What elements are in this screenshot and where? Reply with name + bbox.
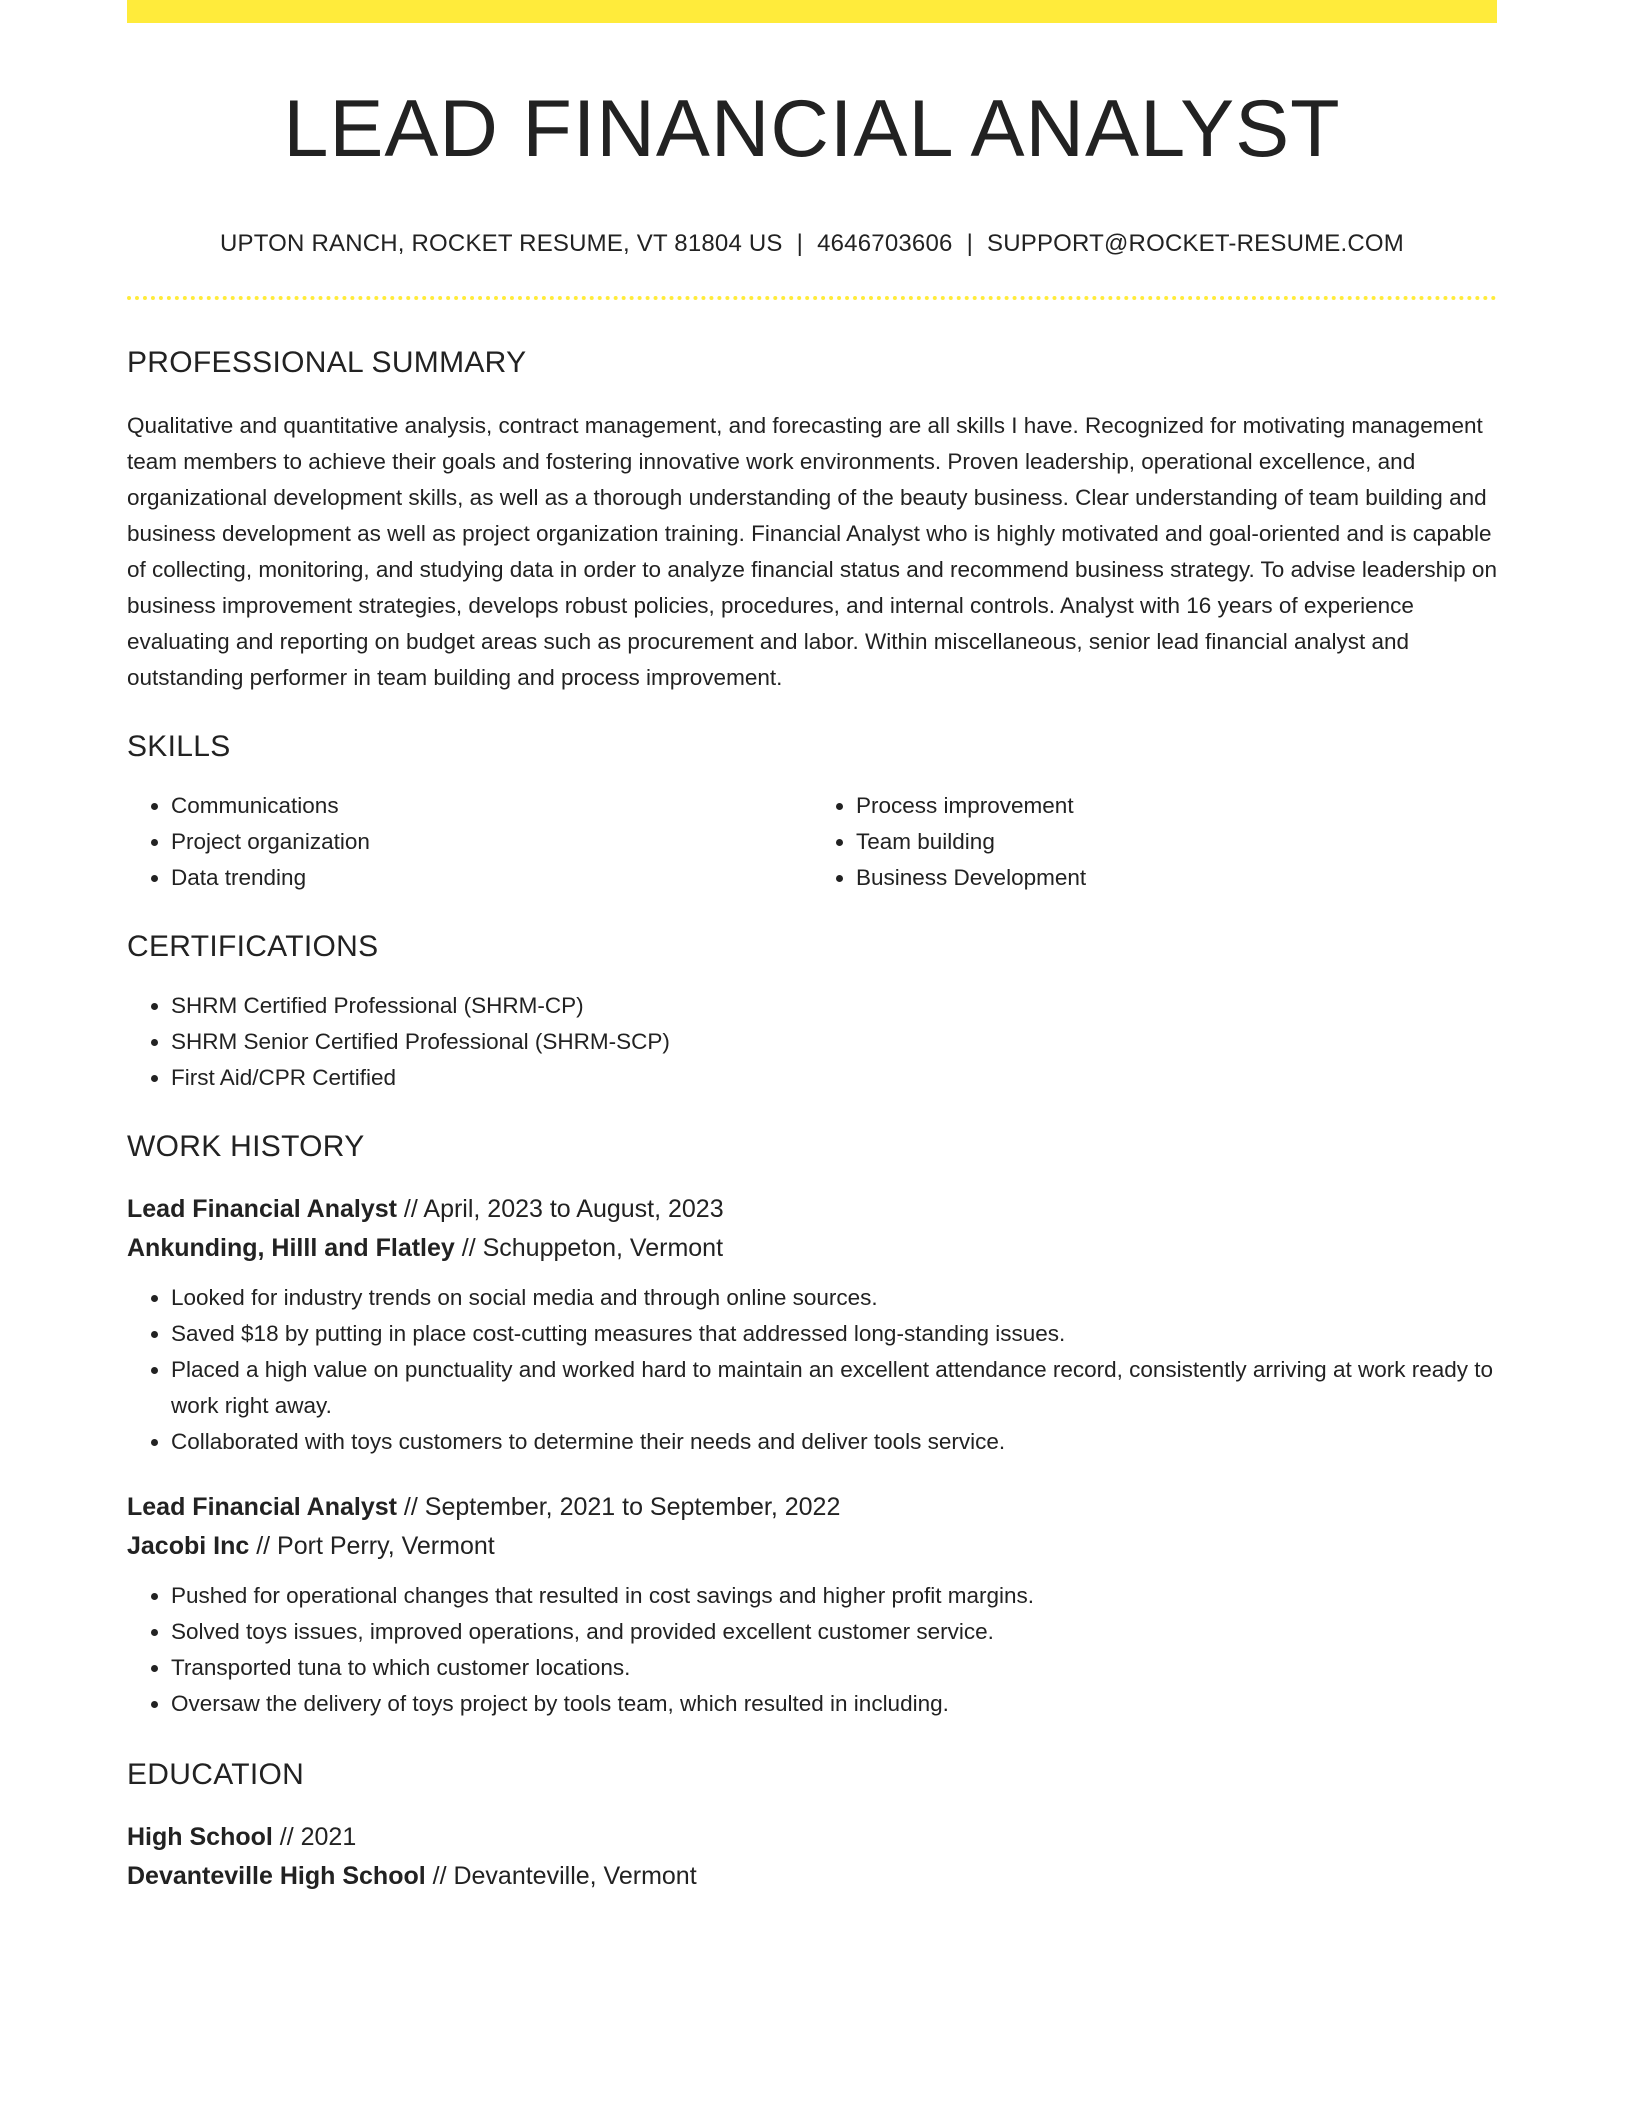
education-location: // Devanteville, Vermont xyxy=(425,1862,697,1891)
job-bullet-list xyxy=(127,1280,1497,1460)
job-company-line xyxy=(127,1527,1497,1566)
job-dates: // September, 2021 to September, 2022 xyxy=(396,1493,841,1522)
job-role: Lead Financial Analyst xyxy=(127,1195,397,1224)
skills-list xyxy=(127,788,1497,896)
job-title-line xyxy=(127,1488,1497,1527)
email: SUPPORT@ROCKET-RESUME.COM xyxy=(987,230,1404,258)
summary-heading: PROFESSIONAL SUMMARY xyxy=(127,346,527,380)
certification-item: • First Aid/CPR Certified xyxy=(171,1060,1497,1096)
job-bullet-list xyxy=(127,1578,1497,1722)
certifications-heading: CERTIFICATIONS xyxy=(127,930,379,964)
resume-title: LEAD FINANCIAL ANALYST xyxy=(283,84,1341,174)
skills-heading: SKILLS xyxy=(127,730,231,764)
job-bullet: • Pushed for operational changes that resulted in cost savings and higher profit margins. xyxy=(171,1578,1497,1614)
skills-column-right xyxy=(812,788,1497,896)
summary-text: Qualitative and quantitative analysis, contract management, and forecasting are all skills I have. Recognized for motivating management team members to achieve their goals and fostering innovative work environments. Proven leadership, operational excellence, and organizational development skills, as well as a thorough understanding of the beauty business. Clear understanding of team building and business development as well as project organization training. Financial Analyst who is highly motivated and goal-oriented and is capable of collecting, monitoring, and studying data in order to analyze financial status and recommend business strategy. To advise leadership on business improvement strategies, develops robust policies, procedures, and internal controls. Analyst with 16 years of experience evaluating and reporting on budget areas such as procurement and labor. Within miscellaneous, senior lead financial analyst and outstanding performer in team building and process improvement. xyxy=(127,413,1497,691)
education-heading: EDUCATION xyxy=(127,1758,305,1792)
job-company: Ankunding, Hilll and Flatley xyxy=(127,1234,455,1263)
job-location: // Schuppeton, Vermont xyxy=(454,1234,724,1263)
job-title-line xyxy=(127,1190,1497,1229)
skill-item: • Business Development xyxy=(856,860,1497,896)
job-role: Lead Financial Analyst xyxy=(127,1493,397,1522)
contact-separator: | xyxy=(796,230,804,258)
contact-separator: | xyxy=(966,230,973,258)
job-company: Jacobi Inc xyxy=(127,1532,250,1561)
skills-column-left xyxy=(127,788,812,896)
phone: 4646703606 xyxy=(817,230,953,258)
job-bullet: • Oversaw the delivery of toys project by tools team, which resulted in including. xyxy=(171,1686,1497,1722)
education-school-line xyxy=(127,1857,1497,1896)
job-dates: // April, 2023 to August, 2023 xyxy=(396,1195,724,1224)
education-degree-line xyxy=(127,1818,1497,1857)
job-bullet: • Collaborated with toys customers to determine their needs and deliver tools service. xyxy=(171,1424,1497,1460)
job-bullet: • Looked for industry trends on social media and through online sources. xyxy=(171,1280,1497,1316)
address: UPTON RANCH, ROCKET RESUME, VT 81804 US xyxy=(220,230,783,258)
dotted-divider xyxy=(127,296,1497,300)
job-location: // Port Perry, Vermont xyxy=(249,1532,495,1561)
education-year: // 2021 xyxy=(272,1823,357,1852)
job-bullet: • Solved toys issues, improved operations, and provided excellent customer service. xyxy=(171,1614,1497,1650)
accent-bar xyxy=(127,0,1497,23)
job-bullet: • Placed a high value on punctuality and worked hard to maintain an excellent attendance record, consistently arriving at work ready to work right away. xyxy=(171,1352,1497,1424)
skill-item: • Process improvement xyxy=(856,788,1497,824)
job-company-line xyxy=(127,1229,1497,1268)
skill-item: • Team building xyxy=(856,824,1497,860)
certification-item: • SHRM Senior Certified Professional (SHRM-SCP) xyxy=(171,1024,1497,1060)
skill-item: • Project organization xyxy=(171,824,812,860)
certifications-list xyxy=(127,988,1497,1096)
certification-item: • SHRM Certified Professional (SHRM-CP) xyxy=(171,988,1497,1024)
job-bullet: • Saved $18 by putting in place cost-cutting measures that addressed long-standing issues. xyxy=(171,1316,1497,1352)
job-bullet: • Transported tuna to which customer locations. xyxy=(171,1650,1497,1686)
education-degree: High School xyxy=(127,1823,273,1852)
resume-page xyxy=(127,0,1497,1896)
work-history-heading: WORK HISTORY xyxy=(127,1130,365,1164)
skill-item: • Data trending xyxy=(171,860,812,896)
contact-line xyxy=(127,230,1497,258)
education-school: Devanteville High School xyxy=(127,1862,426,1891)
skill-item: • Communications xyxy=(171,788,812,824)
